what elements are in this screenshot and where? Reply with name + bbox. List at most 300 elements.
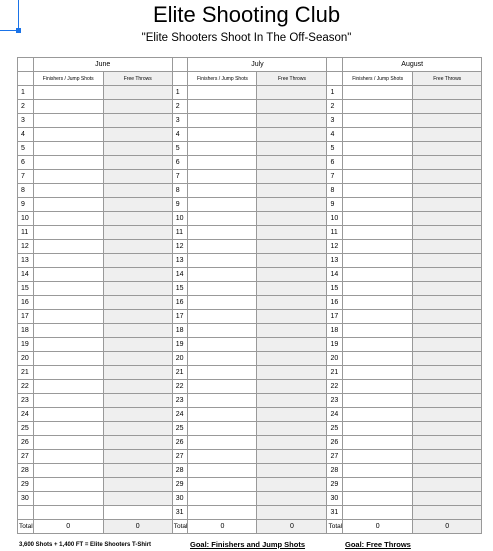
day-row xyxy=(18,254,482,268)
day-number[interactable]: 12 xyxy=(327,240,343,254)
day-number[interactable]: 27 xyxy=(172,450,188,464)
finishers-entry-cell[interactable] xyxy=(33,324,103,338)
finishers-entry-cell[interactable] xyxy=(188,170,257,184)
day-number[interactable]: 24 xyxy=(172,408,188,422)
finishers-entry-cell[interactable] xyxy=(33,198,103,212)
finishers-entry-cell[interactable] xyxy=(188,506,257,520)
free-throws-entry-cell[interactable] xyxy=(103,184,172,198)
free-throws-entry-cell[interactable] xyxy=(413,240,482,254)
finishers-entry-cell[interactable] xyxy=(343,268,413,282)
day-number[interactable]: 14 xyxy=(327,268,343,282)
day-number[interactable]: 30 xyxy=(172,492,188,506)
day-number[interactable]: 22 xyxy=(172,380,188,394)
finishers-entry-cell[interactable] xyxy=(188,212,257,226)
day-row xyxy=(18,142,482,156)
finishers-entry-cell[interactable] xyxy=(343,114,413,128)
finishers-entry-cell[interactable] xyxy=(343,408,413,422)
free-throws-entry-cell[interactable] xyxy=(413,492,482,506)
finishers-entry-cell[interactable] xyxy=(343,436,413,450)
finishers-entry-cell[interactable] xyxy=(343,478,413,492)
finishers-entry-cell[interactable] xyxy=(343,226,413,240)
free-throws-entry-cell[interactable] xyxy=(103,226,172,240)
day-number[interactable]: 29 xyxy=(327,478,343,492)
corner-cell[interactable] xyxy=(327,58,343,72)
finishers-entry-cell[interactable] xyxy=(343,100,413,114)
finishers-entry-cell[interactable] xyxy=(188,128,257,142)
finishers-entry-cell[interactable] xyxy=(33,394,103,408)
finishers-entry-cell[interactable] xyxy=(188,226,257,240)
day-number[interactable]: 8 xyxy=(18,184,34,198)
free-throws-entry-cell[interactable] xyxy=(257,506,327,520)
free-throws-entry-cell[interactable] xyxy=(103,212,172,226)
day-number[interactable]: 20 xyxy=(18,352,34,366)
finishers-entry-cell[interactable] xyxy=(188,422,257,436)
finishers-entry-cell[interactable] xyxy=(343,128,413,142)
free-throws-entry-cell[interactable] xyxy=(257,100,327,114)
finishers-entry-cell[interactable] xyxy=(188,464,257,478)
free-throws-entry-cell[interactable] xyxy=(413,212,482,226)
day-number[interactable]: 9 xyxy=(327,198,343,212)
day-number[interactable]: 6 xyxy=(18,156,34,170)
finishers-entry-cell[interactable] xyxy=(33,282,103,296)
day-number[interactable]: 12 xyxy=(172,240,188,254)
free-throws-entry-cell[interactable] xyxy=(257,366,327,380)
free-throws-entry-cell[interactable] xyxy=(257,296,327,310)
finishers-entry-cell[interactable] xyxy=(33,128,103,142)
free-throws-entry-cell[interactable] xyxy=(257,86,327,100)
day-number[interactable]: 4 xyxy=(327,128,343,142)
finishers-entry-cell[interactable] xyxy=(33,338,103,352)
day-number[interactable]: 27 xyxy=(18,450,34,464)
day-number[interactable]: 22 xyxy=(327,380,343,394)
finishers-entry-cell[interactable] xyxy=(343,86,413,100)
free-throws-entry-cell[interactable] xyxy=(413,268,482,282)
month-header-row xyxy=(18,58,482,72)
day-number[interactable]: 1 xyxy=(172,86,188,100)
free-throws-entry-cell[interactable] xyxy=(103,492,172,506)
day-number[interactable]: 18 xyxy=(172,324,188,338)
day-number[interactable]: 30 xyxy=(18,492,34,506)
finishers-entry-cell[interactable] xyxy=(188,114,257,128)
free-throws-entry-cell[interactable] xyxy=(103,282,172,296)
finishers-entry-cell[interactable] xyxy=(188,380,257,394)
free-throws-entry-cell[interactable] xyxy=(257,212,327,226)
day-number[interactable]: 18 xyxy=(18,324,34,338)
day-number[interactable]: 19 xyxy=(18,338,34,352)
day-number[interactable]: 21 xyxy=(327,366,343,380)
finishers-entry-cell[interactable] xyxy=(188,198,257,212)
day-number[interactable]: 26 xyxy=(18,436,34,450)
free-throws-entry-cell[interactable] xyxy=(257,310,327,324)
day-number[interactable]: 3 xyxy=(327,114,343,128)
day-row xyxy=(18,282,482,296)
finishers-entry-cell[interactable] xyxy=(33,408,103,422)
day-number[interactable]: 23 xyxy=(327,394,343,408)
free-throws-entry-cell[interactable] xyxy=(413,296,482,310)
free-throws-entry-cell[interactable] xyxy=(103,366,172,380)
finishers-entry-cell[interactable] xyxy=(188,394,257,408)
finishers-entry-cell[interactable] xyxy=(343,310,413,324)
free-throws-entry-cell[interactable] xyxy=(413,338,482,352)
free-throws-entry-cell[interactable] xyxy=(413,324,482,338)
day-number[interactable]: 9 xyxy=(172,198,188,212)
day-number[interactable]: 31 xyxy=(172,506,188,520)
day-number[interactable]: 7 xyxy=(18,170,34,184)
free-throws-entry-cell[interactable] xyxy=(413,282,482,296)
day-number[interactable]: 5 xyxy=(172,142,188,156)
finishers-entry-cell[interactable] xyxy=(188,310,257,324)
day-number[interactable]: 25 xyxy=(327,422,343,436)
free-throws-entry-cell[interactable] xyxy=(413,310,482,324)
free-throws-entry-cell[interactable] xyxy=(257,478,327,492)
day-number[interactable]: 23 xyxy=(18,394,34,408)
free-throws-entry-cell[interactable] xyxy=(103,198,172,212)
finishers-entry-cell[interactable] xyxy=(343,198,413,212)
day-number[interactable]: 2 xyxy=(327,100,343,114)
finishers-entry-cell[interactable] xyxy=(188,338,257,352)
free-throws-total[interactable]: 0 xyxy=(413,520,482,534)
free-throws-entry-cell[interactable] xyxy=(103,114,172,128)
day-number[interactable]: 7 xyxy=(327,170,343,184)
finishers-total[interactable]: 0 xyxy=(343,520,413,534)
finishers-entry-cell[interactable] xyxy=(33,492,103,506)
finishers-entry-cell[interactable] xyxy=(343,282,413,296)
finishers-entry-cell[interactable] xyxy=(33,268,103,282)
finishers-entry-cell[interactable] xyxy=(33,366,103,380)
finishers-entry-cell[interactable] xyxy=(33,114,103,128)
free-throws-entry-cell[interactable] xyxy=(257,422,327,436)
finishers-entry-cell[interactable] xyxy=(33,156,103,170)
free-throws-entry-cell[interactable] xyxy=(413,114,482,128)
day-number[interactable]: 6 xyxy=(172,156,188,170)
finishers-entry-cell[interactable] xyxy=(188,492,257,506)
free-throws-entry-cell[interactable] xyxy=(103,352,172,366)
free-throws-entry-cell[interactable] xyxy=(257,394,327,408)
free-throws-entry-cell[interactable] xyxy=(257,254,327,268)
finishers-entry-cell[interactable] xyxy=(343,506,413,520)
day-number[interactable]: 4 xyxy=(18,128,34,142)
day-number[interactable]: 8 xyxy=(327,184,343,198)
day-number[interactable]: 17 xyxy=(172,310,188,324)
finishers-total[interactable]: 0 xyxy=(33,520,103,534)
free-throws-entry-cell[interactable] xyxy=(413,352,482,366)
free-throws-entry-cell[interactable] xyxy=(257,184,327,198)
free-throws-entry-cell[interactable] xyxy=(103,142,172,156)
day-number[interactable]: 8 xyxy=(172,184,188,198)
finishers-entry-cell[interactable] xyxy=(188,436,257,450)
free-throws-entry-cell[interactable] xyxy=(257,156,327,170)
free-throws-entry-cell[interactable] xyxy=(103,240,172,254)
finishers-entry-cell[interactable] xyxy=(343,170,413,184)
day-number[interactable]: 13 xyxy=(172,254,188,268)
day-number[interactable]: 28 xyxy=(327,464,343,478)
free-throws-entry-cell[interactable] xyxy=(103,380,172,394)
day-number[interactable]: 29 xyxy=(18,478,34,492)
day-number[interactable]: 18 xyxy=(327,324,343,338)
free-throws-entry-cell[interactable] xyxy=(413,226,482,240)
free-throws-entry-cell[interactable] xyxy=(103,506,172,520)
day-number[interactable]: 11 xyxy=(172,226,188,240)
finishers-entry-cell[interactable] xyxy=(343,422,413,436)
day-number[interactable]: 21 xyxy=(18,366,34,380)
day-number[interactable]: 5 xyxy=(18,142,34,156)
day-number[interactable]: 2 xyxy=(18,100,34,114)
finishers-entry-cell[interactable] xyxy=(33,184,103,198)
free-throws-entry-cell[interactable] xyxy=(103,86,172,100)
free-throws-entry-cell[interactable] xyxy=(257,142,327,156)
free-throws-entry-cell[interactable] xyxy=(413,86,482,100)
finishers-entry-cell[interactable] xyxy=(343,464,413,478)
finishers-entry-cell[interactable] xyxy=(188,254,257,268)
free-throws-entry-cell[interactable] xyxy=(103,324,172,338)
finishers-entry-cell[interactable] xyxy=(33,478,103,492)
day-number[interactable]: 13 xyxy=(18,254,34,268)
free-throws-entry-cell[interactable] xyxy=(257,282,327,296)
finishers-entry-cell[interactable] xyxy=(33,436,103,450)
free-throws-entry-cell[interactable] xyxy=(413,142,482,156)
finishers-total[interactable]: 0 xyxy=(188,520,257,534)
free-throws-entry-cell[interactable] xyxy=(257,114,327,128)
corner-cell[interactable] xyxy=(172,58,188,72)
empty-day-cell[interactable] xyxy=(18,506,34,520)
corner-cell[interactable] xyxy=(18,58,34,72)
free-throws-entry-cell[interactable] xyxy=(413,128,482,142)
finishers-entry-cell[interactable] xyxy=(188,478,257,492)
free-throws-entry-cell[interactable] xyxy=(413,464,482,478)
corner-cell[interactable] xyxy=(327,72,343,86)
day-number[interactable]: 31 xyxy=(327,506,343,520)
finishers-entry-cell[interactable] xyxy=(188,184,257,198)
finishers-entry-cell[interactable] xyxy=(343,296,413,310)
finishers-entry-cell[interactable] xyxy=(188,156,257,170)
finishers-entry-cell[interactable] xyxy=(188,240,257,254)
finishers-entry-cell[interactable] xyxy=(33,506,103,520)
free-throws-entry-cell[interactable] xyxy=(103,464,172,478)
finishers-entry-cell[interactable] xyxy=(33,296,103,310)
finishers-entry-cell[interactable] xyxy=(33,240,103,254)
finishers-entry-cell[interactable] xyxy=(343,394,413,408)
finishers-entry-cell[interactable] xyxy=(343,366,413,380)
free-throws-entry-cell[interactable] xyxy=(103,100,172,114)
free-throws-entry-cell[interactable] xyxy=(103,450,172,464)
free-throws-total[interactable]: 0 xyxy=(103,520,172,534)
finishers-entry-cell[interactable] xyxy=(343,492,413,506)
free-throws-entry-cell[interactable] xyxy=(413,198,482,212)
finishers-entry-cell[interactable] xyxy=(188,100,257,114)
free-throws-column-header: Free Throws xyxy=(103,72,172,86)
finishers-entry-cell[interactable] xyxy=(343,450,413,464)
day-number[interactable]: 27 xyxy=(327,450,343,464)
free-throws-entry-cell[interactable] xyxy=(103,338,172,352)
free-throws-entry-cell[interactable] xyxy=(257,408,327,422)
finishers-entry-cell[interactable] xyxy=(188,366,257,380)
day-number[interactable]: 30 xyxy=(327,492,343,506)
free-throws-entry-cell[interactable] xyxy=(257,338,327,352)
day-number[interactable]: 22 xyxy=(18,380,34,394)
finishers-entry-cell[interactable] xyxy=(33,464,103,478)
finishers-entry-cell[interactable] xyxy=(343,142,413,156)
finishers-entry-cell[interactable] xyxy=(343,156,413,170)
finishers-entry-cell[interactable] xyxy=(343,338,413,352)
finishers-entry-cell[interactable] xyxy=(33,170,103,184)
finishers-entry-cell[interactable] xyxy=(343,240,413,254)
free-throws-entry-cell[interactable] xyxy=(103,268,172,282)
day-number[interactable]: 14 xyxy=(18,268,34,282)
free-throws-entry-cell[interactable] xyxy=(413,170,482,184)
free-throws-entry-cell[interactable] xyxy=(413,184,482,198)
free-throws-entry-cell[interactable] xyxy=(103,478,172,492)
day-number[interactable]: 3 xyxy=(18,114,34,128)
free-throws-entry-cell[interactable] xyxy=(413,380,482,394)
finishers-entry-cell[interactable] xyxy=(33,352,103,366)
day-number[interactable]: 28 xyxy=(172,464,188,478)
free-throws-entry-cell[interactable] xyxy=(103,394,172,408)
day-row xyxy=(18,408,482,422)
finishers-entry-cell[interactable] xyxy=(33,212,103,226)
month-header: July xyxy=(188,58,327,72)
day-number[interactable]: 16 xyxy=(327,296,343,310)
finishers-entry-cell[interactable] xyxy=(188,142,257,156)
finishers-entry-cell[interactable] xyxy=(188,352,257,366)
free-throws-entry-cell[interactable] xyxy=(413,254,482,268)
free-throws-entry-cell[interactable] xyxy=(103,422,172,436)
finishers-entry-cell[interactable] xyxy=(33,86,103,100)
free-throws-entry-cell[interactable] xyxy=(257,226,327,240)
free-throws-entry-cell[interactable] xyxy=(257,324,327,338)
finishers-entry-cell[interactable] xyxy=(33,450,103,464)
day-number[interactable]: 11 xyxy=(18,226,34,240)
finishers-entry-cell[interactable] xyxy=(343,380,413,394)
free-throws-entry-cell[interactable] xyxy=(103,128,172,142)
finishers-entry-cell[interactable] xyxy=(343,324,413,338)
day-number[interactable]: 14 xyxy=(172,268,188,282)
finishers-entry-cell[interactable] xyxy=(343,352,413,366)
finishers-entry-cell[interactable] xyxy=(33,142,103,156)
day-number[interactable]: 15 xyxy=(18,282,34,296)
finishers-entry-cell[interactable] xyxy=(188,86,257,100)
day-number[interactable]: 19 xyxy=(172,338,188,352)
free-throws-entry-cell[interactable] xyxy=(257,352,327,366)
day-number[interactable]: 6 xyxy=(327,156,343,170)
day-number[interactable]: 5 xyxy=(327,142,343,156)
day-number[interactable]: 13 xyxy=(327,254,343,268)
finishers-entry-cell[interactable] xyxy=(188,450,257,464)
day-number[interactable]: 23 xyxy=(172,394,188,408)
finishers-entry-cell[interactable] xyxy=(343,254,413,268)
finishers-entry-cell[interactable] xyxy=(33,422,103,436)
day-number[interactable]: 9 xyxy=(18,198,34,212)
day-number[interactable]: 1 xyxy=(327,86,343,100)
day-number[interactable]: 25 xyxy=(18,422,34,436)
free-throws-entry-cell[interactable] xyxy=(413,366,482,380)
finishers-entry-cell[interactable] xyxy=(188,268,257,282)
free-throws-entry-cell[interactable] xyxy=(413,506,482,520)
finishers-entry-cell[interactable] xyxy=(33,380,103,394)
free-throws-entry-cell[interactable] xyxy=(413,450,482,464)
free-throws-entry-cell[interactable] xyxy=(257,198,327,212)
finishers-entry-cell[interactable] xyxy=(188,282,257,296)
free-throws-entry-cell[interactable] xyxy=(413,436,482,450)
corner-cell[interactable] xyxy=(18,72,34,86)
day-number[interactable]: 10 xyxy=(18,212,34,226)
finishers-entry-cell[interactable] xyxy=(343,184,413,198)
free-throws-entry-cell[interactable] xyxy=(413,408,482,422)
day-number[interactable]: 10 xyxy=(327,212,343,226)
free-throws-entry-cell[interactable] xyxy=(103,254,172,268)
day-number[interactable]: 20 xyxy=(327,352,343,366)
day-number[interactable]: 4 xyxy=(172,128,188,142)
free-throws-entry-cell[interactable] xyxy=(103,436,172,450)
day-number[interactable]: 15 xyxy=(172,282,188,296)
day-number[interactable]: 7 xyxy=(172,170,188,184)
day-number[interactable]: 26 xyxy=(172,436,188,450)
free-throws-entry-cell[interactable] xyxy=(413,100,482,114)
free-throws-entry-cell[interactable] xyxy=(413,422,482,436)
free-throws-entry-cell[interactable] xyxy=(257,492,327,506)
goal-free-throws-link[interactable]: Goal: Free Throws xyxy=(345,540,411,549)
day-number[interactable]: 28 xyxy=(18,464,34,478)
finishers-entry-cell[interactable] xyxy=(343,212,413,226)
day-number[interactable]: 25 xyxy=(172,422,188,436)
finishers-entry-cell[interactable] xyxy=(188,324,257,338)
free-throws-entry-cell[interactable] xyxy=(257,128,327,142)
finishers-entry-cell[interactable] xyxy=(188,296,257,310)
free-throws-entry-cell[interactable] xyxy=(257,450,327,464)
corner-cell[interactable] xyxy=(172,72,188,86)
free-throws-entry-cell[interactable] xyxy=(103,156,172,170)
free-throws-entry-cell[interactable] xyxy=(103,408,172,422)
day-number[interactable]: 2 xyxy=(172,100,188,114)
free-throws-entry-cell[interactable] xyxy=(413,478,482,492)
free-throws-entry-cell[interactable] xyxy=(257,380,327,394)
free-throws-total[interactable]: 0 xyxy=(257,520,327,534)
finishers-entry-cell[interactable] xyxy=(33,226,103,240)
free-throws-entry-cell[interactable] xyxy=(103,310,172,324)
day-number[interactable]: 15 xyxy=(327,282,343,296)
free-throws-entry-cell[interactable] xyxy=(103,296,172,310)
free-throws-entry-cell[interactable] xyxy=(257,170,327,184)
day-number[interactable]: 3 xyxy=(172,114,188,128)
free-throws-entry-cell[interactable] xyxy=(257,436,327,450)
free-throws-entry-cell[interactable] xyxy=(257,464,327,478)
finishers-entry-cell[interactable] xyxy=(188,408,257,422)
day-number[interactable]: 24 xyxy=(327,408,343,422)
day-number[interactable]: 12 xyxy=(18,240,34,254)
day-number[interactable]: 10 xyxy=(172,212,188,226)
day-number[interactable]: 20 xyxy=(172,352,188,366)
free-throws-entry-cell[interactable] xyxy=(103,170,172,184)
day-number[interactable]: 17 xyxy=(327,310,343,324)
goal-finishers-link[interactable]: Goal: Finishers and Jump Shots xyxy=(190,540,306,549)
day-number[interactable]: 11 xyxy=(327,226,343,240)
free-throws-entry-cell[interactable] xyxy=(257,268,327,282)
day-number[interactable]: 1 xyxy=(18,86,34,100)
day-number[interactable]: 16 xyxy=(18,296,34,310)
day-number[interactable]: 26 xyxy=(327,436,343,450)
day-number[interactable]: 16 xyxy=(172,296,188,310)
free-throws-entry-cell[interactable] xyxy=(413,394,482,408)
finishers-entry-cell[interactable] xyxy=(33,254,103,268)
day-number[interactable]: 21 xyxy=(172,366,188,380)
free-throws-entry-cell[interactable] xyxy=(413,156,482,170)
finishers-entry-cell[interactable] xyxy=(33,100,103,114)
finishers-entry-cell[interactable] xyxy=(33,310,103,324)
day-number[interactable]: 29 xyxy=(172,478,188,492)
day-number[interactable]: 19 xyxy=(327,338,343,352)
day-number[interactable]: 17 xyxy=(18,310,34,324)
day-number[interactable]: 24 xyxy=(18,408,34,422)
free-throws-entry-cell[interactable] xyxy=(257,240,327,254)
